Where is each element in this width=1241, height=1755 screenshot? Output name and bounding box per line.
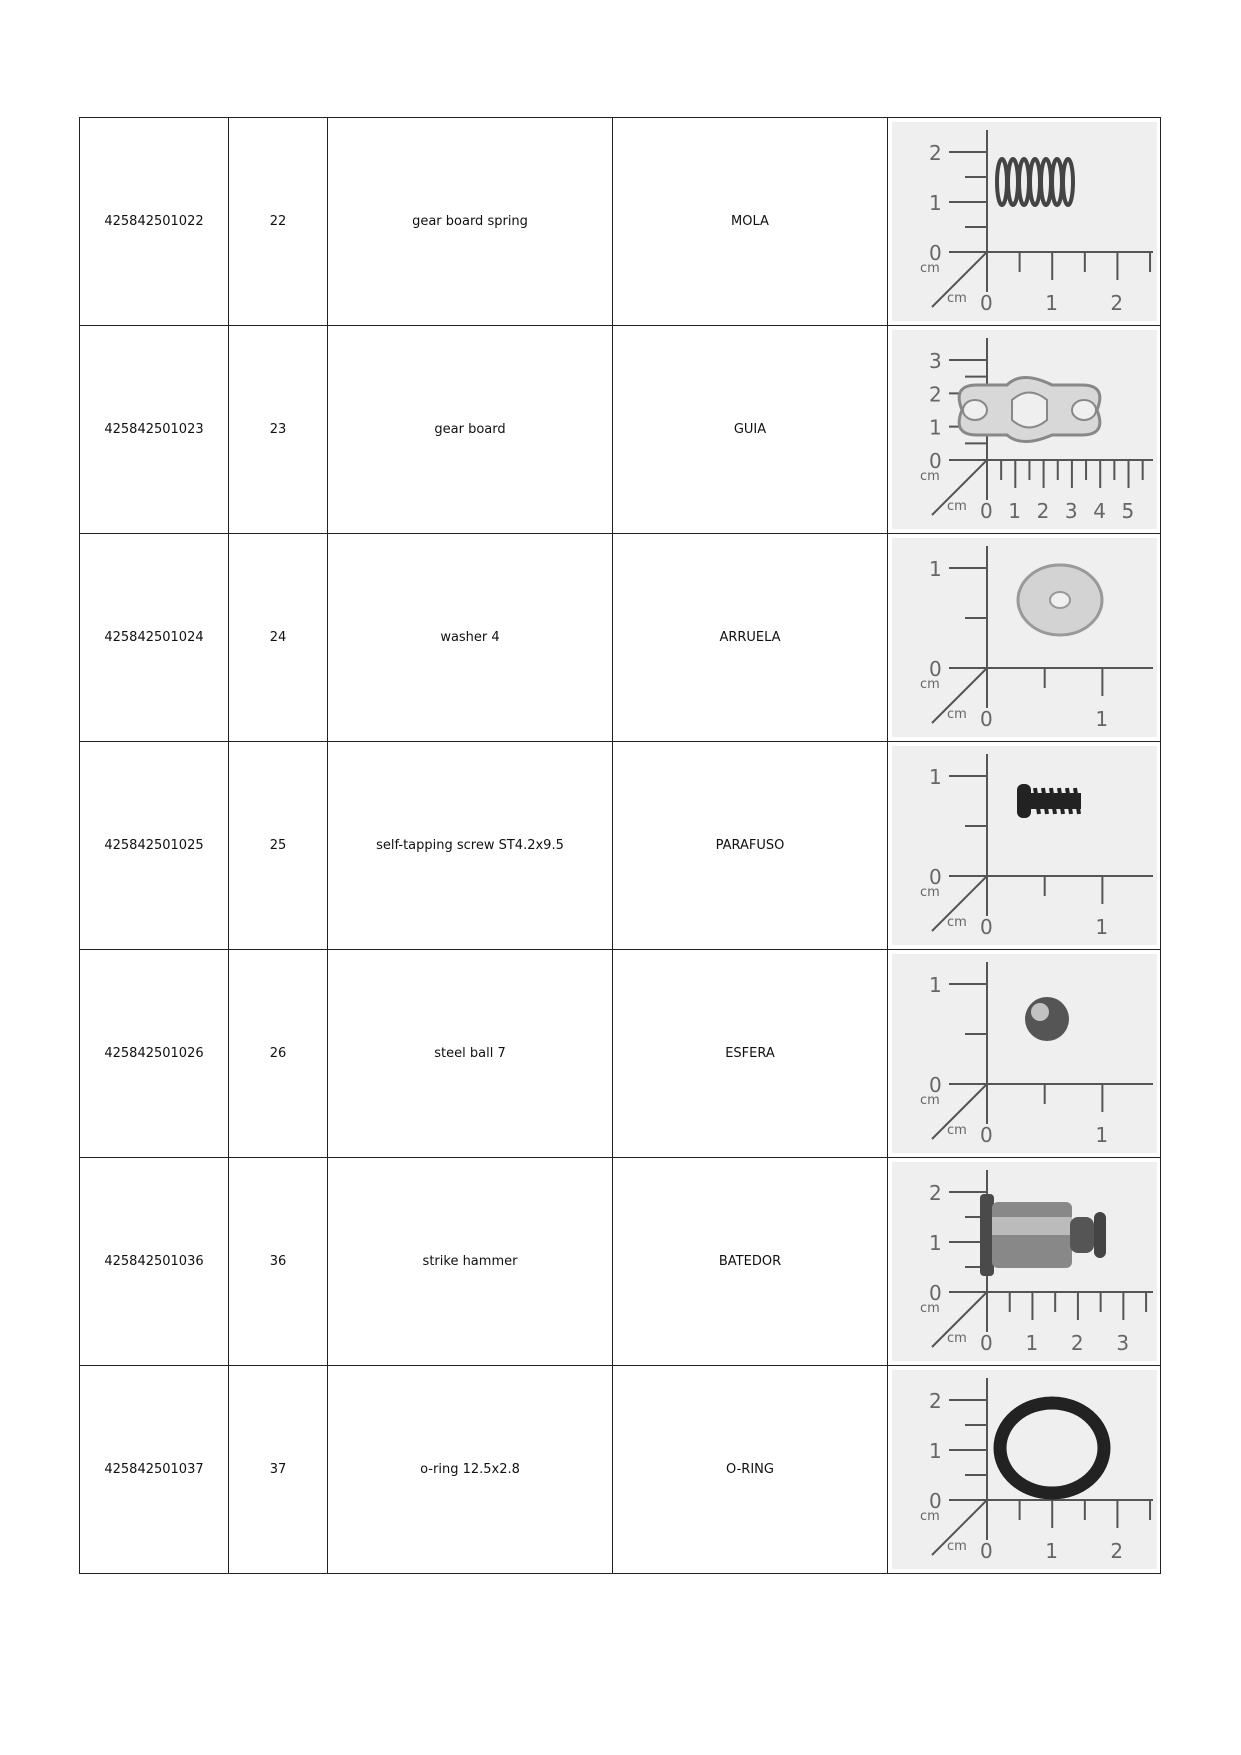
part-name-cell: PARAFUSO (613, 742, 888, 950)
position-cell: 23 (229, 326, 328, 534)
part-name-cell: O-RING (613, 1366, 888, 1574)
guide-plate-icon (959, 378, 1100, 442)
part-name-cell: ESFERA (613, 950, 888, 1158)
part-photo (892, 330, 1157, 529)
position-cell: 36 (229, 1158, 328, 1366)
part-photo (892, 746, 1157, 945)
scale-y-label: 0 (928, 449, 942, 473)
description-cell: steel ball 7 (328, 950, 613, 1158)
part-number-cell: 425842501026 (80, 950, 229, 1158)
part-photo (892, 538, 1157, 737)
position-cell: 24 (229, 534, 328, 742)
scale-y-label: 1 (928, 557, 942, 581)
part-photo-cell (888, 1366, 1161, 1574)
table-row (80, 742, 1161, 950)
scale-x-label: 2 (1036, 499, 1049, 523)
scale-x-label: 1 (1094, 1123, 1108, 1147)
description-cell: gear board (328, 326, 613, 534)
scale-y-label: 2 (928, 1389, 942, 1413)
part-photo-cell (888, 1158, 1161, 1366)
part-number-cell: 425842501024 (80, 534, 229, 742)
scale-x-label: 2 (1070, 1331, 1084, 1355)
part-photo (892, 122, 1157, 321)
scale-x-label: 1 (1024, 1331, 1038, 1355)
position-cell: 25 (229, 742, 328, 950)
part-number-cell: 425842501037 (80, 1366, 229, 1574)
part-name-cell: MOLA (613, 118, 888, 326)
table-row (80, 950, 1161, 1158)
scale-unit-label: cm (919, 885, 940, 900)
scale-y-label: 0 (928, 1489, 942, 1513)
part-photo-cell (888, 950, 1161, 1158)
scale-unit-label: cm (919, 469, 940, 484)
scale-unit-label: cm (946, 1539, 967, 1554)
description-cell: strike hammer (328, 1158, 613, 1366)
description-cell: self-tapping screw ST4.2x9.5 (328, 742, 613, 950)
scale-y-label: 0 (928, 241, 942, 265)
scale-x-label: 1 (1044, 1539, 1058, 1563)
table-row (80, 534, 1161, 742)
scale-unit-label: cm (946, 1331, 967, 1346)
washer-icon (1018, 565, 1102, 635)
steel-ball-icon (1025, 997, 1069, 1041)
scale-unit-label: cm (946, 1123, 967, 1138)
scale-y-label: 1 (928, 415, 942, 440)
scale-unit-label: cm (919, 1509, 940, 1524)
scale-y-label: 1 (928, 1439, 942, 1463)
scale-y-label: 3 (928, 349, 942, 373)
scale-y-label: 1 (928, 191, 942, 215)
scale-x-label: 2 (1109, 291, 1123, 315)
scale-y-label: 0 (928, 1281, 942, 1305)
part-name-cell: BATEDOR (613, 1158, 888, 1366)
scale-x-label: 2 (1109, 1539, 1123, 1563)
part-number-cell: 425842501022 (80, 118, 229, 326)
scale-unit-label: cm (946, 915, 967, 930)
scale-y-label: 0 (928, 657, 942, 681)
scale-x-label: 3 (1115, 1331, 1129, 1355)
scale-y-label: 1 (928, 765, 942, 789)
scale-x-label: 0 (979, 707, 993, 731)
part-name-cell: ARRUELA (613, 534, 888, 742)
part-photo (892, 1162, 1157, 1361)
scale-x-label: 1 (1044, 291, 1058, 315)
description-cell: o-ring 12.5x2.8 (328, 1366, 613, 1574)
part-photo (892, 1370, 1157, 1569)
scale-x-label: 1 (1094, 707, 1108, 731)
part-number-cell: 425842501023 (80, 326, 229, 534)
part-number-cell: 425842501025 (80, 742, 229, 950)
part-number-cell: 425842501036 (80, 1158, 229, 1366)
scale-x-label: 1 (1007, 499, 1021, 523)
scale-y-label: 1 (928, 973, 942, 997)
scale-y-label: 2 (928, 141, 942, 165)
scale-x-label: 0 (979, 1123, 993, 1147)
scale-x-label: 0 (979, 915, 993, 939)
scale-unit-label: cm (919, 261, 940, 276)
spring-icon (997, 159, 1073, 205)
scale-y-label: 0 (928, 865, 942, 889)
position-cell: 22 (229, 118, 328, 326)
part-photo-cell (888, 534, 1161, 742)
table-row (80, 326, 1161, 534)
scale-y-label: 1 (928, 1231, 942, 1255)
description-cell: washer 4 (328, 534, 613, 742)
scale-x-label: 0 (979, 499, 993, 523)
scale-y-label: 2 (928, 382, 942, 407)
table-row (80, 1366, 1161, 1574)
scale-y-label: 2 (928, 1181, 942, 1205)
position-cell: 26 (229, 950, 328, 1158)
part-photo-cell (888, 118, 1161, 326)
screw-icon (1017, 784, 1081, 818)
scale-unit-label: cm (919, 1301, 940, 1316)
scale-x-label: 0 (979, 291, 993, 315)
table-row (80, 118, 1161, 326)
part-photo-cell (888, 326, 1161, 534)
o-ring-icon (1000, 1403, 1104, 1493)
scale-unit-label: cm (919, 677, 940, 692)
description-cell: gear board spring (328, 118, 613, 326)
scale-x-label: 3 (1064, 499, 1078, 523)
part-name-cell: GUIA (613, 326, 888, 534)
scale-x-label: 1 (1094, 915, 1108, 939)
scale-x-label: 5 (1121, 499, 1134, 523)
scale-unit-label: cm (946, 291, 967, 306)
parts-table (79, 117, 1161, 1574)
scale-x-label: 0 (979, 1539, 993, 1563)
scale-x-label: 4 (1092, 499, 1106, 523)
part-photo-cell (888, 742, 1161, 950)
scale-x-label: 0 (979, 1331, 993, 1355)
hammer-icon (980, 1194, 1106, 1276)
part-photo (892, 954, 1157, 1153)
table-row (80, 1158, 1161, 1366)
scale-y-label: 0 (928, 1073, 942, 1097)
scale-unit-label: cm (946, 499, 967, 514)
scale-unit-label: cm (919, 1093, 940, 1108)
position-cell: 37 (229, 1366, 328, 1574)
scale-unit-label: cm (946, 707, 967, 722)
